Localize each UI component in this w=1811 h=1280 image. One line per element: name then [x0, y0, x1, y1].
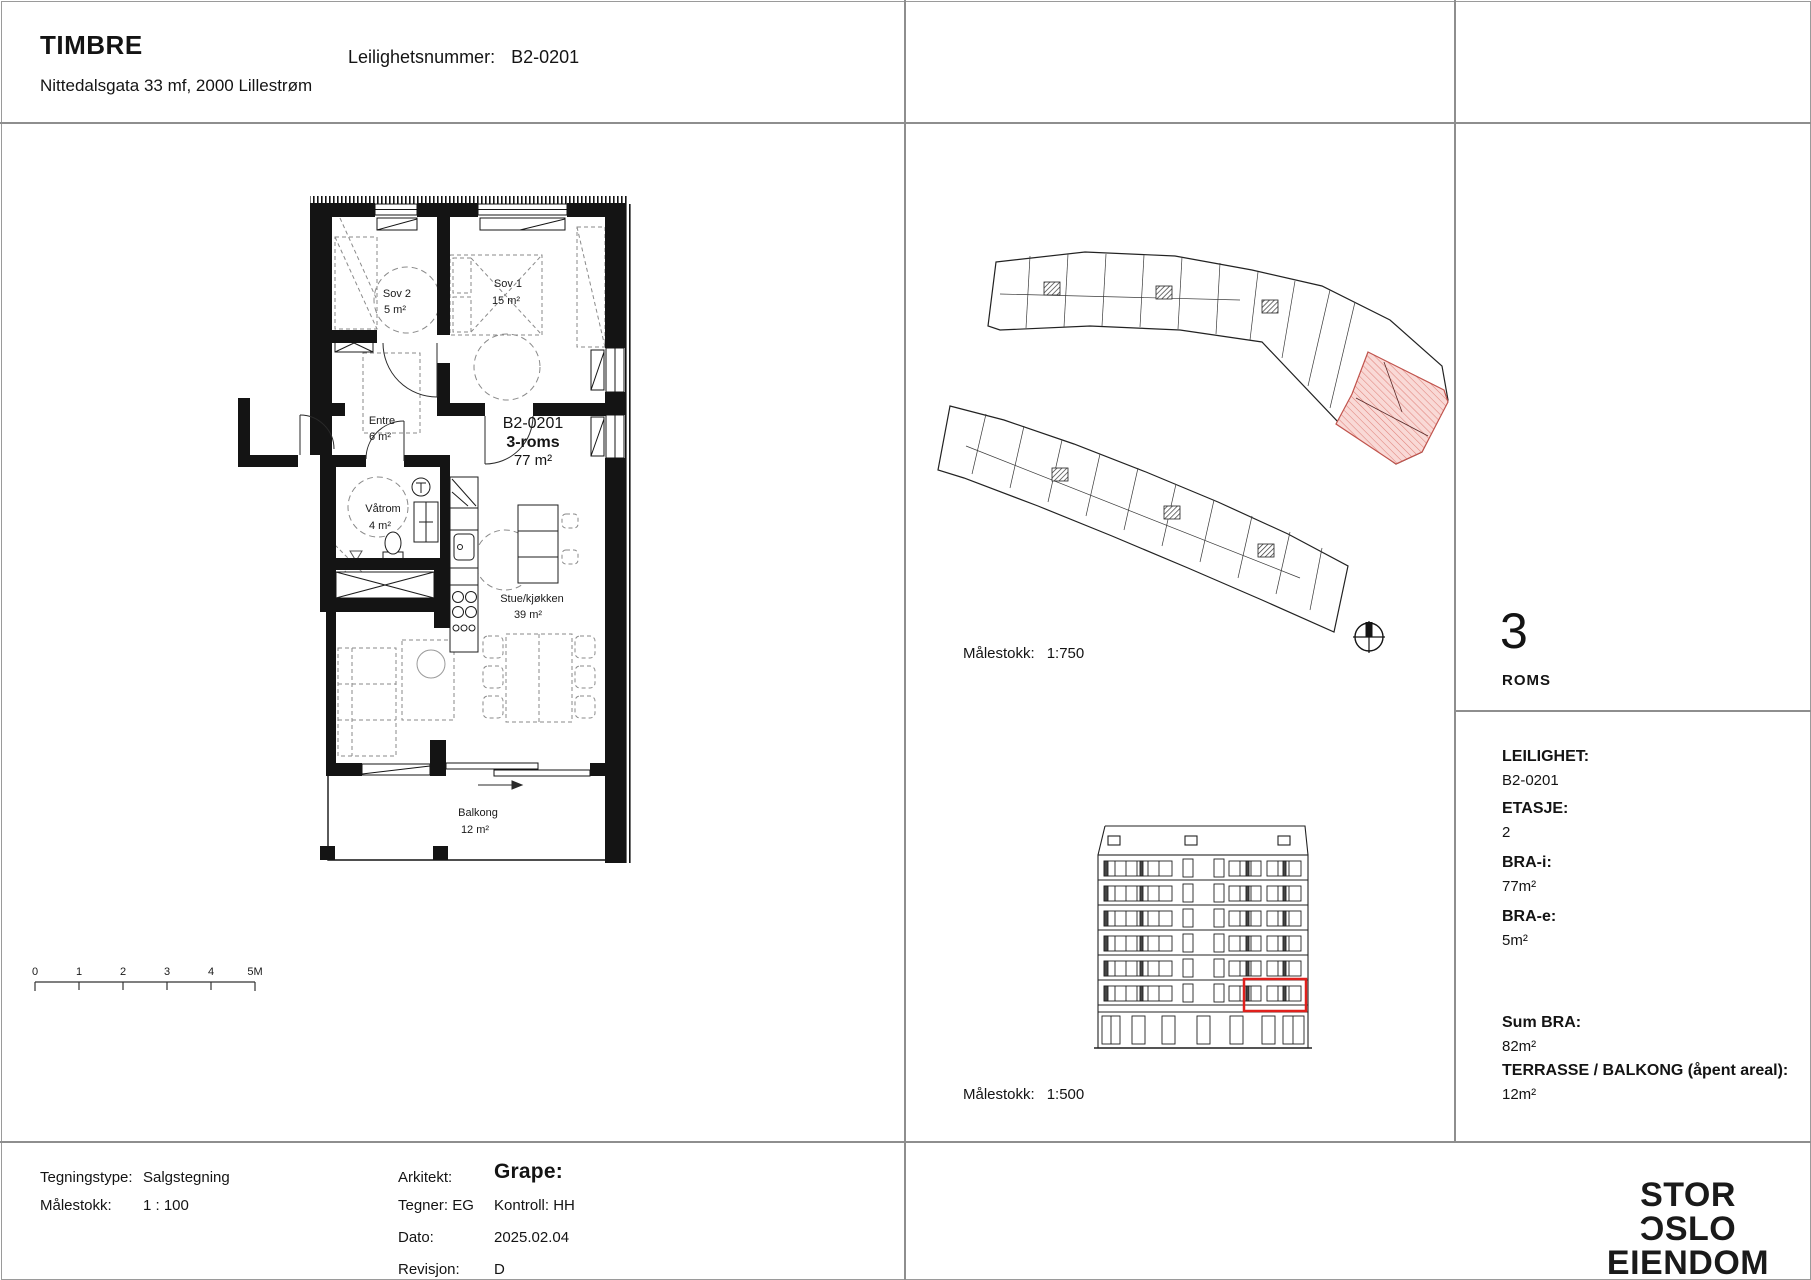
- room-area: 5 m²: [384, 304, 406, 316]
- scale-tick-label: 5M: [247, 966, 263, 978]
- unit-area: 77 m²: [513, 452, 553, 469]
- scale-tick-label: 4: [207, 966, 215, 978]
- titleblock-divider: [0, 1141, 1811, 1143]
- room-label: Sov 1: [493, 278, 523, 290]
- architect-logo: Grape:: [494, 1160, 563, 1183]
- project-title: TIMBRE: [40, 30, 143, 60]
- info-field-value: 12m²: [1502, 1086, 1537, 1103]
- dato-value: 2025.02.04: [494, 1229, 570, 1246]
- tegner-value: EG: [452, 1197, 474, 1214]
- revisjon-label: Revisjon:: [398, 1261, 460, 1278]
- info-field-label: TERRASSE / BALKONG (åpent areal):: [1502, 1062, 1789, 1079]
- info-field-label: BRA-e:: [1502, 908, 1557, 925]
- info-field-value: 77m²: [1502, 878, 1537, 895]
- drawing-scale-value: 1 : 100: [143, 1197, 189, 1214]
- architect-label: Arkitekt:: [398, 1169, 453, 1186]
- panel-divider-right: [1454, 0, 1456, 1141]
- elevation-scale-label: Målestokk:: [963, 1086, 1035, 1103]
- room-label: Balkong: [458, 807, 498, 819]
- info-field-label: ETASJE:: [1502, 800, 1569, 817]
- drawing-type-value: Salgstegning: [143, 1169, 230, 1186]
- panel-divider-left: [904, 0, 906, 1280]
- siteplan-scale-value: 1:750: [1046, 645, 1085, 662]
- info-field-label: BRA-i:: [1502, 854, 1552, 871]
- elevation-scale-value: 1:500: [1046, 1086, 1085, 1103]
- developer-logo-line2: EIENDOM: [1606, 1244, 1770, 1280]
- room-label: Entre: [368, 415, 396, 427]
- drawing-scale-label: Målestokk:: [40, 1197, 112, 1214]
- room-area: 6 m²: [369, 431, 391, 443]
- apartment-number-label: Leilighetsnummer:: [348, 47, 496, 67]
- scale-tick-label: 1: [75, 966, 83, 978]
- rooms-count: 3: [1500, 603, 1528, 659]
- unit-type: 3-roms: [506, 434, 560, 451]
- scale-tick-label: 3: [163, 966, 171, 978]
- rooms-word: ROMS: [1502, 672, 1551, 689]
- kontroll-label: Kontroll:: [494, 1197, 550, 1214]
- tegner-label: Tegner:: [398, 1197, 449, 1214]
- project-address: Nittedalsgata 33 mf, 2000 Lillestrøm: [40, 76, 313, 95]
- scale-tick-label: 2: [119, 966, 127, 978]
- room-area: 15 m²: [491, 295, 521, 307]
- apartment-number-value: B2-0201: [511, 47, 580, 67]
- room-area: 39 m²: [513, 609, 543, 621]
- info-field-value: B2-0201: [1502, 772, 1559, 789]
- info-field-label: Sum BRA:: [1502, 1014, 1582, 1031]
- room-area: 12 m²: [460, 824, 490, 836]
- info-field-value: 82m²: [1502, 1038, 1537, 1055]
- room-label: Sov 2: [382, 288, 412, 300]
- info-field-value: 2: [1502, 824, 1511, 841]
- revisjon-value: D: [494, 1261, 505, 1278]
- room-area: 4 m²: [369, 520, 391, 532]
- drawing-type-label: Tegningstype:: [40, 1169, 133, 1186]
- sheet-border: [1, 1, 1811, 1280]
- siteplan-scale-label: Målestokk:: [963, 645, 1035, 662]
- room-label: Våtrom: [365, 503, 401, 515]
- kontroll-value: HH: [553, 1197, 575, 1214]
- scale-tick-label: 0: [31, 966, 39, 978]
- info-field-label: LEILIGHET:: [1502, 748, 1590, 765]
- developer-logo-line1: STOR ƆSLO: [1639, 1176, 1737, 1248]
- dato-label: Dato:: [398, 1229, 434, 1246]
- info-field-value: 5m²: [1502, 932, 1528, 949]
- room-label: Stue/kjøkken: [500, 593, 564, 605]
- info-panel-divider: [1456, 710, 1811, 712]
- unit-id: B2-0201: [502, 415, 564, 432]
